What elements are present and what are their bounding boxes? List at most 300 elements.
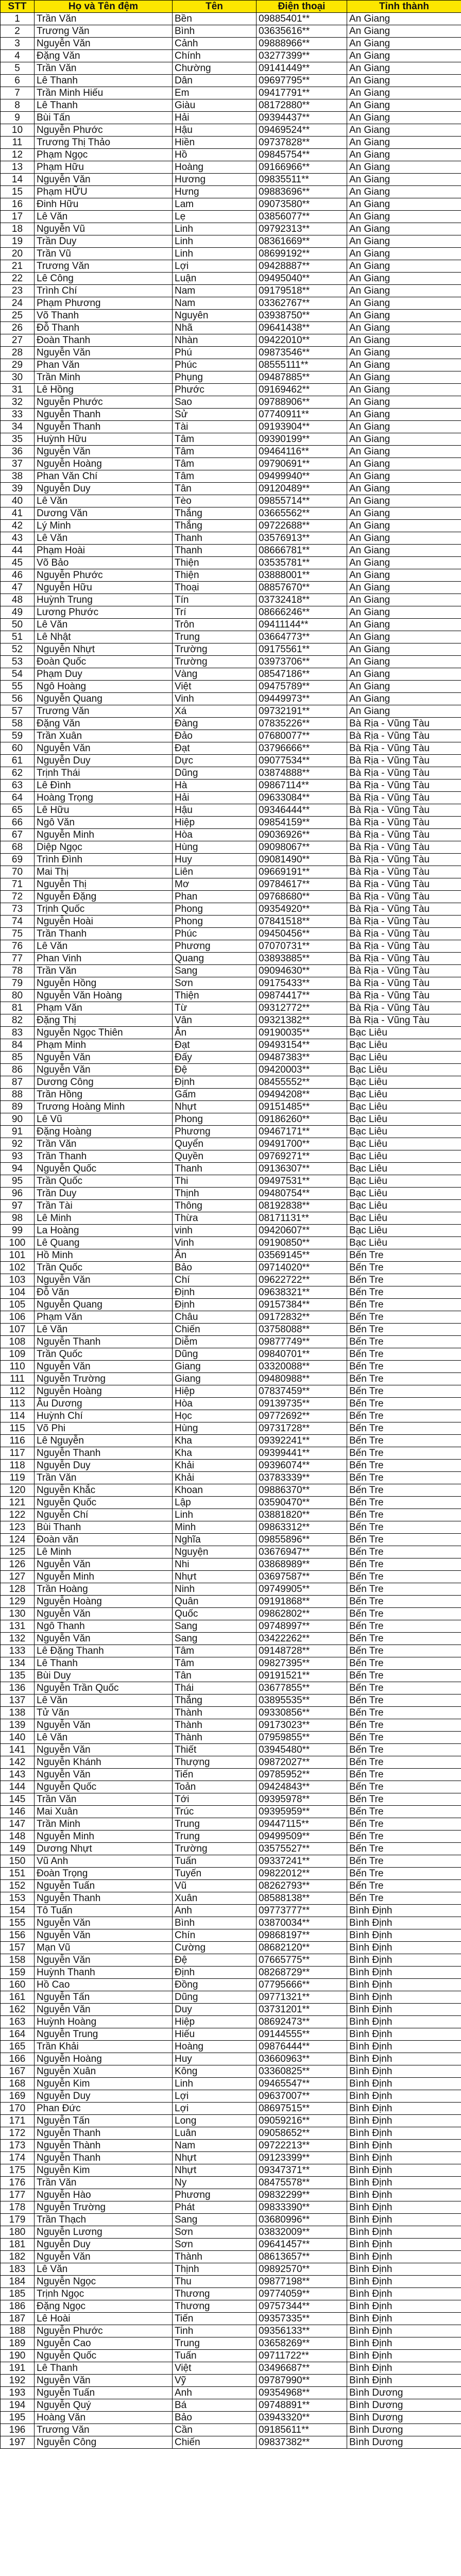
cell-tinh-thanh: Bến Tre [347,1571,461,1583]
table-row [1,2350,461,2362]
table-row [1,310,461,322]
cell-tinh-thanh: An Giang [347,483,461,495]
cell-stt: 139 [1,1719,35,1732]
table-row [1,2103,461,2115]
cell-tinh-thanh: Bạc Liêu [347,1113,461,1126]
cell-stt: 15 [1,186,35,198]
table-row [1,1509,461,1521]
cell-ho-ten-dem: Nguyễn Văn [35,1917,173,1929]
cell-dien-thoai: 03569145** [257,1249,347,1262]
cell-ho-ten-dem: Lê Thanh [35,75,173,87]
cell-stt: 178 [1,2201,35,2214]
cell-stt: 157 [1,1942,35,1954]
cell-dien-thoai: 09876444** [257,2041,347,2053]
table-row [1,1558,461,1571]
cell-tinh-thanh: An Giang [347,409,461,421]
cell-ten: Phú [173,347,257,359]
cell-dien-thoai: 09175433** [257,977,347,990]
cell-tinh-thanh: Bình Định [347,1905,461,1917]
cell-tinh-thanh: Bến Tre [347,1892,461,1905]
cell-dien-thoai: 07680077** [257,730,347,742]
cell-tinh-thanh: Bình Định [347,2004,461,2016]
cell-dien-thoai: 09141449** [257,62,347,75]
table-row [1,161,461,174]
cell-stt: 82 [1,1014,35,1027]
cell-ho-ten-dem: Trần Thạch [35,2214,173,2226]
cell-dien-thoai: 03783339** [257,1472,347,1484]
cell-stt: 8 [1,99,35,112]
cell-ho-ten-dem: Lê Quang [35,1237,173,1249]
table-row [1,2337,461,2350]
cell-dien-thoai: 09357335** [257,2313,347,2325]
cell-ho-ten-dem: Lê Hồng [35,384,173,396]
cell-dien-thoai: 09714020** [257,1262,347,1274]
cell-ten: Thắng [173,1694,257,1707]
cell-ho-ten-dem: Lê Hoài [35,2313,173,2325]
table-row [1,1694,461,1707]
cell-stt: 58 [1,718,35,730]
cell-ten: Kông [173,2065,257,2078]
cell-ho-ten-dem: Nguyễn Văn [35,1361,173,1373]
table-row [1,1608,461,1620]
cell-stt: 108 [1,1336,35,1348]
cell-ho-ten-dem: Nguyễn Hoàng [35,1596,173,1608]
cell-ten: Chiến [173,2436,257,2449]
cell-dien-thoai: 03576913** [257,532,347,545]
table-row [1,1979,461,1991]
table-row [1,1002,461,1014]
cell-ten: Huy [173,2053,257,2065]
cell-stt: 88 [1,1089,35,1101]
cell-tinh-thanh: An Giang [347,681,461,693]
cell-ten: Nam [173,297,257,310]
table-row [1,112,461,124]
cell-ten: Trung [173,1831,257,1843]
table-row [1,2164,461,2177]
cell-dien-thoai: 09855896** [257,1534,347,1546]
cell-ten: Việt [173,2362,257,2375]
cell-dien-thoai: 09396074** [257,1460,347,1472]
cell-tinh-thanh: An Giang [347,396,461,409]
cell-ho-ten-dem: Nguyễn Văn [35,2375,173,2387]
cell-tinh-thanh: An Giang [347,13,461,25]
cell-tinh-thanh: Bến Tre [347,1558,461,1571]
cell-tinh-thanh: An Giang [347,112,461,124]
cell-ho-ten-dem: Võ Bảo [35,557,173,569]
cell-dien-thoai: 09395959** [257,1806,347,1818]
cell-ten: Đàng [173,718,257,730]
cell-dien-thoai: 03943320** [257,2412,347,2424]
table-row [1,1571,461,1583]
table-row [1,1756,461,1769]
cell-dien-thoai: 09098067** [257,841,347,854]
cell-stt: 109 [1,1348,35,1361]
cell-ho-ten-dem: Trần Thanh [35,1150,173,1163]
cell-stt: 137 [1,1694,35,1707]
table-row [1,1855,461,1868]
cell-ten: Khoan [173,1484,257,1497]
cell-ho-ten-dem: Nguyễn Văn [35,174,173,186]
cell-ten: Trung [173,2337,257,2350]
cell-ten: Anh [173,1905,257,1917]
cell-tinh-thanh: Bình Định [347,2325,461,2337]
cell-tinh-thanh: Bà Rịa - Vũng Tàu [347,730,461,742]
cell-dien-thoai: 09148728** [257,1645,347,1657]
cell-stt: 119 [1,1472,35,1484]
table-row [1,1237,461,1249]
cell-ho-ten-dem: Trần Văn [35,1472,173,1484]
cell-tinh-thanh: Bình Định [347,2028,461,2041]
cell-ten: Sang [173,2214,257,2226]
cell-dien-thoai: 07841518** [257,916,347,928]
cell-ten: Tâm [173,446,257,458]
table-row [1,841,461,854]
cell-dien-thoai: 09480754** [257,1188,347,1200]
cell-stt: 75 [1,928,35,940]
cell-ten: Tâm [173,1657,257,1670]
cell-ho-ten-dem: Nguyễn Thị [35,878,173,891]
table-row [1,1101,461,1113]
cell-ten: Vân [173,1014,257,1027]
cell-ten: Kha [173,1435,257,1447]
cell-tinh-thanh: An Giang [347,75,461,87]
cell-ten: Bảo [173,1262,257,1274]
cell-ho-ten-dem: Phạm Văn [35,1002,173,1014]
cell-ho-ten-dem: Trình Chí [35,285,173,297]
table-row [1,1249,461,1262]
cell-ten: Huy [173,854,257,866]
cell-ten: Trúc [173,1806,257,1818]
cell-tinh-thanh: Bà Rịa - Vũng Tàu [347,990,461,1002]
cell-ten: Hiếu [173,2028,257,2041]
cell-ho-ten-dem: Nguyễn Trường [35,1373,173,1385]
cell-stt: 12 [1,149,35,161]
cell-stt: 197 [1,2436,35,2449]
cell-stt: 85 [1,1052,35,1064]
cell-tinh-thanh: An Giang [347,25,461,38]
cell-ho-ten-dem: Nguyễn Đặng [35,891,173,903]
cell-tinh-thanh: An Giang [347,198,461,211]
table-row [1,322,461,334]
cell-ten: Thừa [173,1212,257,1225]
cell-dien-thoai: 03893885** [257,953,347,965]
table-row [1,953,461,965]
cell-ten: Cường [173,1942,257,1954]
table-row [1,2078,461,2090]
cell-ho-ten-dem: Đinh Hữu [35,198,173,211]
cell-ho-ten-dem: Trương Văn [35,705,173,718]
table-row [1,1052,461,1064]
cell-dien-thoai: 09424843** [257,1781,347,1793]
table-row [1,1200,461,1212]
cell-dien-thoai: 08692473** [257,2016,347,2028]
cell-dien-thoai: 09094630** [257,965,347,977]
table-row [1,1064,461,1076]
cell-stt: 83 [1,1027,35,1039]
cell-ho-ten-dem: Lê Thanh [35,1657,173,1670]
cell-tinh-thanh: Bến Tre [347,1596,461,1608]
cell-ten: Học [173,1410,257,1422]
cell-dien-thoai: 09731728** [257,1422,347,1435]
cell-stt: 44 [1,545,35,557]
cell-tinh-thanh: Bà Rịa - Vũng Tàu [347,953,461,965]
cell-ho-ten-dem: Lê Đình [35,779,173,792]
cell-stt: 19 [1,235,35,248]
cell-stt: 142 [1,1756,35,1769]
cell-stt: 175 [1,2164,35,2177]
cell-tinh-thanh: Bến Tre [347,1447,461,1460]
cell-ten: Ân [173,1027,257,1039]
cell-stt: 159 [1,1967,35,1979]
cell-tinh-thanh: Bà Rịa - Vũng Tàu [347,903,461,916]
cell-tinh-thanh: Bà Rịa - Vũng Tàu [347,1002,461,1014]
table-row [1,705,461,718]
cell-ho-ten-dem: Nguyễn Duy [35,483,173,495]
cell-ten: Vỹ [173,2375,257,2387]
cell-ho-ten-dem: Trần Văn [35,13,173,25]
cell-stt: 160 [1,1979,35,1991]
cell-dien-thoai: 09347371** [257,2164,347,2177]
table-row [1,1781,461,1793]
cell-stt: 121 [1,1497,35,1509]
table-row [1,990,461,1002]
table-row [1,643,461,656]
cell-ten: Trung [173,1818,257,1831]
cell-ten: Tâm [173,1645,257,1657]
cell-dien-thoai: 03496687** [257,2362,347,2375]
cell-dien-thoai: 09491700** [257,1138,347,1150]
table-row [1,2375,461,2387]
cell-tinh-thanh: Bà Rịa - Vũng Tàu [347,841,461,854]
cell-ho-ten-dem: Lê Văn [35,2263,173,2276]
cell-ten: Nhã [173,322,257,334]
table-row [1,1793,461,1806]
table-row [1,87,461,99]
cell-dien-thoai: 09785952** [257,1769,347,1781]
cell-stt: 163 [1,2016,35,2028]
cell-tinh-thanh: Bình Dương [347,2424,461,2436]
cell-stt: 39 [1,483,35,495]
cell-dien-thoai: 09172832** [257,1311,347,1324]
cell-tinh-thanh: An Giang [347,693,461,705]
cell-tinh-thanh: Bến Tre [347,1262,461,1274]
cell-stt: 47 [1,582,35,594]
table-row [1,1460,461,1472]
cell-tinh-thanh: Bến Tre [347,1744,461,1756]
cell-tinh-thanh: Bến Tre [347,1694,461,1707]
cell-ten: Phan [173,891,257,903]
cell-ho-ten-dem: Nguyễn Hồng [35,977,173,990]
cell-ho-ten-dem: Phạm Duy [35,668,173,681]
cell-stt: 172 [1,2127,35,2140]
cell-stt: 99 [1,1225,35,1237]
cell-stt: 32 [1,396,35,409]
cell-stt: 24 [1,297,35,310]
cell-ten: Vinh [173,1237,257,1249]
cell-dien-thoai: 08171131** [257,1212,347,1225]
cell-ten: Toản [173,1781,257,1793]
cell-tinh-thanh: Bình Định [347,2288,461,2300]
cell-stt: 134 [1,1657,35,1670]
table-row [1,1175,461,1188]
cell-stt: 43 [1,532,35,545]
cell-ten: Bình [173,25,257,38]
cell-stt: 188 [1,2325,35,2337]
cell-dien-thoai: 09757344** [257,2300,347,2313]
cell-dien-thoai: 08172880** [257,99,347,112]
table-row [1,1831,461,1843]
cell-dien-thoai: 09144555** [257,2028,347,2041]
cell-ten: Hiệp [173,2016,257,2028]
cell-dien-thoai: 08682120** [257,1942,347,1954]
table-row [1,1843,461,1855]
cell-ten: Thiết [173,1744,257,1756]
table-row [1,557,461,569]
cell-ten: Châu [173,1311,257,1324]
cell-ten: Hoàng [173,161,257,174]
cell-dien-thoai: 09169462** [257,384,347,396]
cell-tinh-thanh: An Giang [347,174,461,186]
cell-ho-ten-dem: Tử Văn [35,1707,173,1719]
cell-dien-thoai: 09788906** [257,396,347,409]
table-row [1,767,461,779]
table-row [1,1682,461,1694]
cell-ho-ten-dem: Nguyễn Quốc [35,1781,173,1793]
cell-tinh-thanh: An Giang [347,297,461,310]
cell-ho-ten-dem: Nguyễn Hoài [35,916,173,928]
cell-stt: 132 [1,1633,35,1645]
cell-tinh-thanh: Bình Định [347,1967,461,1979]
cell-tinh-thanh: Bà Rịa - Vũng Tàu [347,718,461,730]
cell-dien-thoai: 09354968** [257,2387,347,2399]
cell-dien-thoai: 09790691** [257,458,347,470]
table-row [1,1707,461,1719]
cell-ho-ten-dem: Trần Văn [35,965,173,977]
cell-ten: Đấy [173,1052,257,1064]
cell-ho-ten-dem: Phạm Phương [35,297,173,310]
cell-ten: Thành [173,1707,257,1719]
cell-ho-ten-dem: Nguyễn Văn [35,742,173,755]
cell-ten: Tuấn [173,2350,257,2362]
cell-stt: 101 [1,1249,35,1262]
cell-ten: Phong [173,903,257,916]
cell-ten: Thiện [173,557,257,569]
table-row [1,2288,461,2300]
cell-ho-ten-dem: Trần Quốc [35,1175,173,1188]
cell-ten: Phương [173,2189,257,2201]
table-row [1,2004,461,2016]
cell-dien-thoai: 08699192** [257,248,347,260]
cell-stt: 112 [1,1385,35,1398]
cell-stt: 100 [1,1237,35,1249]
table-row [1,2251,461,2263]
cell-ten: Đạt [173,1039,257,1052]
cell-dien-thoai: 03664773** [257,631,347,643]
cell-ten: Thắng [173,507,257,520]
cell-stt: 125 [1,1546,35,1558]
cell-stt: 162 [1,2004,35,2016]
cell-tinh-thanh: Bến Tre [347,1373,461,1385]
cell-ten: Trí [173,606,257,619]
table-row [1,396,461,409]
table-row [1,38,461,50]
table-row [1,545,461,557]
cell-stt: 1 [1,13,35,25]
cell-ho-ten-dem: Trương Văn [35,2424,173,2436]
table-row [1,2313,461,2325]
cell-stt: 123 [1,1521,35,1534]
cell-ho-ten-dem: Nguyễn Công [35,2436,173,2449]
cell-stt: 63 [1,779,35,792]
cell-ten: Vũ [173,1880,257,1892]
cell-dien-thoai: 09399441** [257,1447,347,1460]
cell-ten: Phong [173,1113,257,1126]
cell-ho-ten-dem: Lê Văn [35,940,173,953]
table-row [1,965,461,977]
cell-ten: Minh [173,1521,257,1534]
cell-ho-ten-dem: Trần Văn [35,2177,173,2189]
cell-tinh-thanh: An Giang [347,186,461,198]
table-row [1,235,461,248]
cell-ho-ten-dem: Nguyễn Phước [35,396,173,409]
cell-dien-thoai: 09447115** [257,1818,347,1831]
cell-ten: Định [173,1967,257,1979]
cell-tinh-thanh: Bạc Liêu [347,1101,461,1113]
cell-stt: 111 [1,1373,35,1385]
cell-tinh-thanh: Bình Dương [347,2436,461,2449]
cell-stt: 46 [1,569,35,582]
cell-ten: Sang [173,1620,257,1633]
cell-tinh-thanh: Bà Rịa - Vũng Tàu [347,1014,461,1027]
cell-ten: Phụng [173,371,257,384]
table-row [1,2189,461,2201]
table-row [1,1818,461,1831]
cell-dien-thoai: 09139735** [257,1398,347,1410]
cell-tinh-thanh: An Giang [347,421,461,433]
cell-tinh-thanh: Bà Rịa - Vũng Tàu [347,866,461,878]
cell-stt: 185 [1,2288,35,2300]
cell-stt: 176 [1,2177,35,2189]
table-row [1,1880,461,1892]
cell-ho-ten-dem: Nguyễn Ngọc Thiên [35,1027,173,1039]
table-row [1,1744,461,1756]
table-row [1,1385,461,1398]
cell-tinh-thanh: An Giang [347,322,461,334]
cell-ho-ten-dem: Huỳnh Hoàng [35,2016,173,2028]
table-row [1,285,461,297]
cell-ho-ten-dem: Trần Hồng [35,1089,173,1101]
cell-ten: Ninh [173,1583,257,1596]
cell-tinh-thanh: Bạc Liêu [347,1237,461,1249]
cell-ten: Lợi [173,2103,257,2115]
cell-ho-ten-dem: Võ Phi [35,1422,173,1435]
table-row [1,99,461,112]
table-row [1,2214,461,2226]
cell-ten: Long [173,2115,257,2127]
cell-tinh-thanh: Bà Rịa - Vũng Tàu [347,792,461,804]
cell-stt: 145 [1,1793,35,1806]
cell-ten: Phương [173,1126,257,1138]
cell-ten: Phước [173,384,257,396]
cell-ho-ten-dem: Nguyễn Quốc [35,1163,173,1175]
cell-ho-ten-dem: Đỗ Văn [35,1286,173,1299]
cell-stt: 52 [1,643,35,656]
cell-dien-thoai: 09081490** [257,854,347,866]
cell-ho-ten-dem: Nguyễn Phước [35,569,173,582]
table-row [1,384,461,396]
cell-dien-thoai: 09417791** [257,87,347,99]
table-row [1,1917,461,1929]
